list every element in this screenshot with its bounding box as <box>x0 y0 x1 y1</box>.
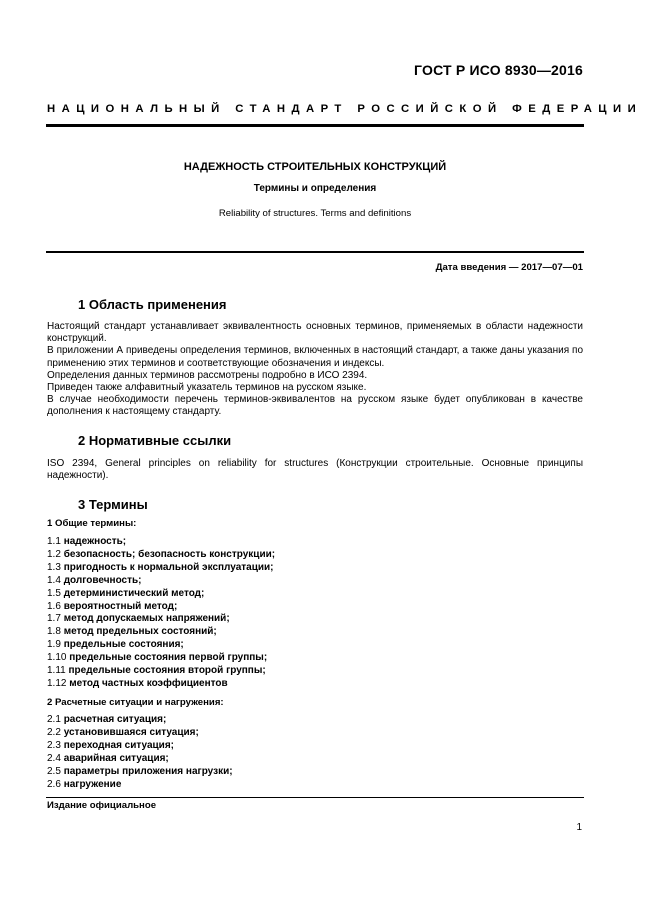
list-item <box>47 536 275 549</box>
list-item <box>47 626 275 639</box>
term-list-design-situations <box>47 714 233 791</box>
term-number: 1.2 <box>47 548 61 560</box>
list-item <box>47 678 275 691</box>
term-text: предельные состояния первой группы; <box>69 652 268 664</box>
list-item <box>47 652 275 665</box>
paragraph: Настоящий стандарт устанавливает эквивалентность основных терминов, применяемых в области надежности конструкций. <box>47 321 583 345</box>
term-group-title: 1 Общие термины: <box>47 518 137 529</box>
list-item <box>47 588 275 601</box>
term-number: 2.4 <box>47 752 61 764</box>
document-title: НАДЕЖНОСТЬ СТРОИТЕЛЬНЫХ КОНСТРУКЦИЙ <box>183 161 447 173</box>
list-item <box>47 753 233 766</box>
list-item <box>47 740 233 753</box>
term-text: переходная ситуация; <box>63 739 174 751</box>
references-text: ISO 2394, General principles on reliability for structures (Конструкции строительные. Основные принципы надежности). <box>47 458 583 482</box>
term-number: 1.1 <box>47 536 61 547</box>
list-item <box>47 779 233 792</box>
paragraph: Определения данных терминов рассмотрены подробно в ИСО 2394. <box>47 369 368 381</box>
term-text: метод допускаемых напряжений; <box>63 613 230 625</box>
page-number: 1 <box>576 822 582 833</box>
term-number: 1.7 <box>47 613 61 625</box>
term-text: предельные состояния; <box>63 639 184 651</box>
list-item <box>47 766 233 779</box>
term-text: вероятностный метод; <box>63 600 178 612</box>
term-text: расчетная ситуация; <box>63 714 167 725</box>
term-number: 2.5 <box>47 765 61 777</box>
term-text: метод частных коэффициентов <box>69 677 228 689</box>
standard-code: ГОСТ Р ИСО 8930—2016 <box>414 62 583 78</box>
term-text: безопасность; безопасность конструкции; <box>63 548 276 560</box>
section-heading-terms: 3 Термины <box>78 497 148 512</box>
term-number: 2.2 <box>47 726 61 738</box>
list-item <box>47 665 275 678</box>
term-number: 2.1 <box>47 714 61 725</box>
term-text: параметры приложения нагрузки; <box>63 765 233 777</box>
term-text: аварийная ситуация; <box>63 752 169 764</box>
list-item <box>47 562 275 575</box>
term-list-general <box>47 536 275 691</box>
list-item <box>47 714 233 727</box>
term-number: 1.6 <box>47 600 61 612</box>
date-introduced: Дата введения — 2017—07—01 <box>435 262 583 273</box>
title-rule <box>46 251 584 253</box>
term-number: 1.10 <box>47 652 67 664</box>
term-text: предельные состояния второй группы; <box>68 665 266 677</box>
list-item <box>47 575 275 588</box>
term-text: долговечность; <box>63 574 142 586</box>
term-text: нагружение <box>63 778 122 790</box>
section-heading-references: 2 Нормативные ссылки <box>78 433 232 448</box>
list-item <box>47 601 275 614</box>
term-text: детерминистический метод; <box>63 587 205 599</box>
section-heading-scope: 1 Область применения <box>78 297 227 312</box>
document-subtitle: Термины и определения <box>253 183 377 194</box>
term-number: 1.8 <box>47 626 61 638</box>
edition-label: Издание официальное <box>47 800 157 811</box>
paragraph: В случае необходимости перечень терминов-эквивалентов на русском языке будет опубликован в качестве дополнения к настоящему стандарту. <box>47 394 583 418</box>
term-text: установившаяся ситуация; <box>63 726 199 738</box>
term-number: 1.9 <box>47 639 61 651</box>
national-standard-banner: НАЦИОНАЛЬНЫЙ СТАНДАРТ РОССИЙСКОЙ ФЕДЕРАЦИИ <box>47 103 643 115</box>
header-rule <box>46 124 584 127</box>
list-item <box>47 727 233 740</box>
list-item <box>47 639 275 652</box>
term-group-title: 2 Расчетные ситуации и нагружения: <box>47 697 224 708</box>
paragraph: В приложении А приведены определения терминов, включенных в настоящий стандарт, а также даны указания по применению этих терминов и соответствующие обозначения и индексы. <box>47 345 583 369</box>
scope-text <box>47 321 583 419</box>
footer-rule <box>46 797 584 798</box>
term-number: 2.3 <box>47 739 61 751</box>
english-title: Reliability of structures. Terms and definitions <box>218 208 412 219</box>
term-number: 1.3 <box>47 561 61 573</box>
term-number: 1.4 <box>47 574 61 586</box>
term-number: 2.6 <box>47 778 61 790</box>
list-item <box>47 549 275 562</box>
term-number: 1.11 <box>47 665 66 677</box>
term-number: 1.12 <box>47 677 67 689</box>
term-text: метод предельных состояний; <box>63 626 217 638</box>
list-item <box>47 613 275 626</box>
term-number: 1.5 <box>47 587 61 599</box>
paragraph: Приведен также алфавитный указатель терминов на русском языке. <box>47 382 367 394</box>
term-text: надежность; <box>63 536 127 547</box>
term-text: пригодность к нормальной эксплуатации; <box>63 561 274 573</box>
